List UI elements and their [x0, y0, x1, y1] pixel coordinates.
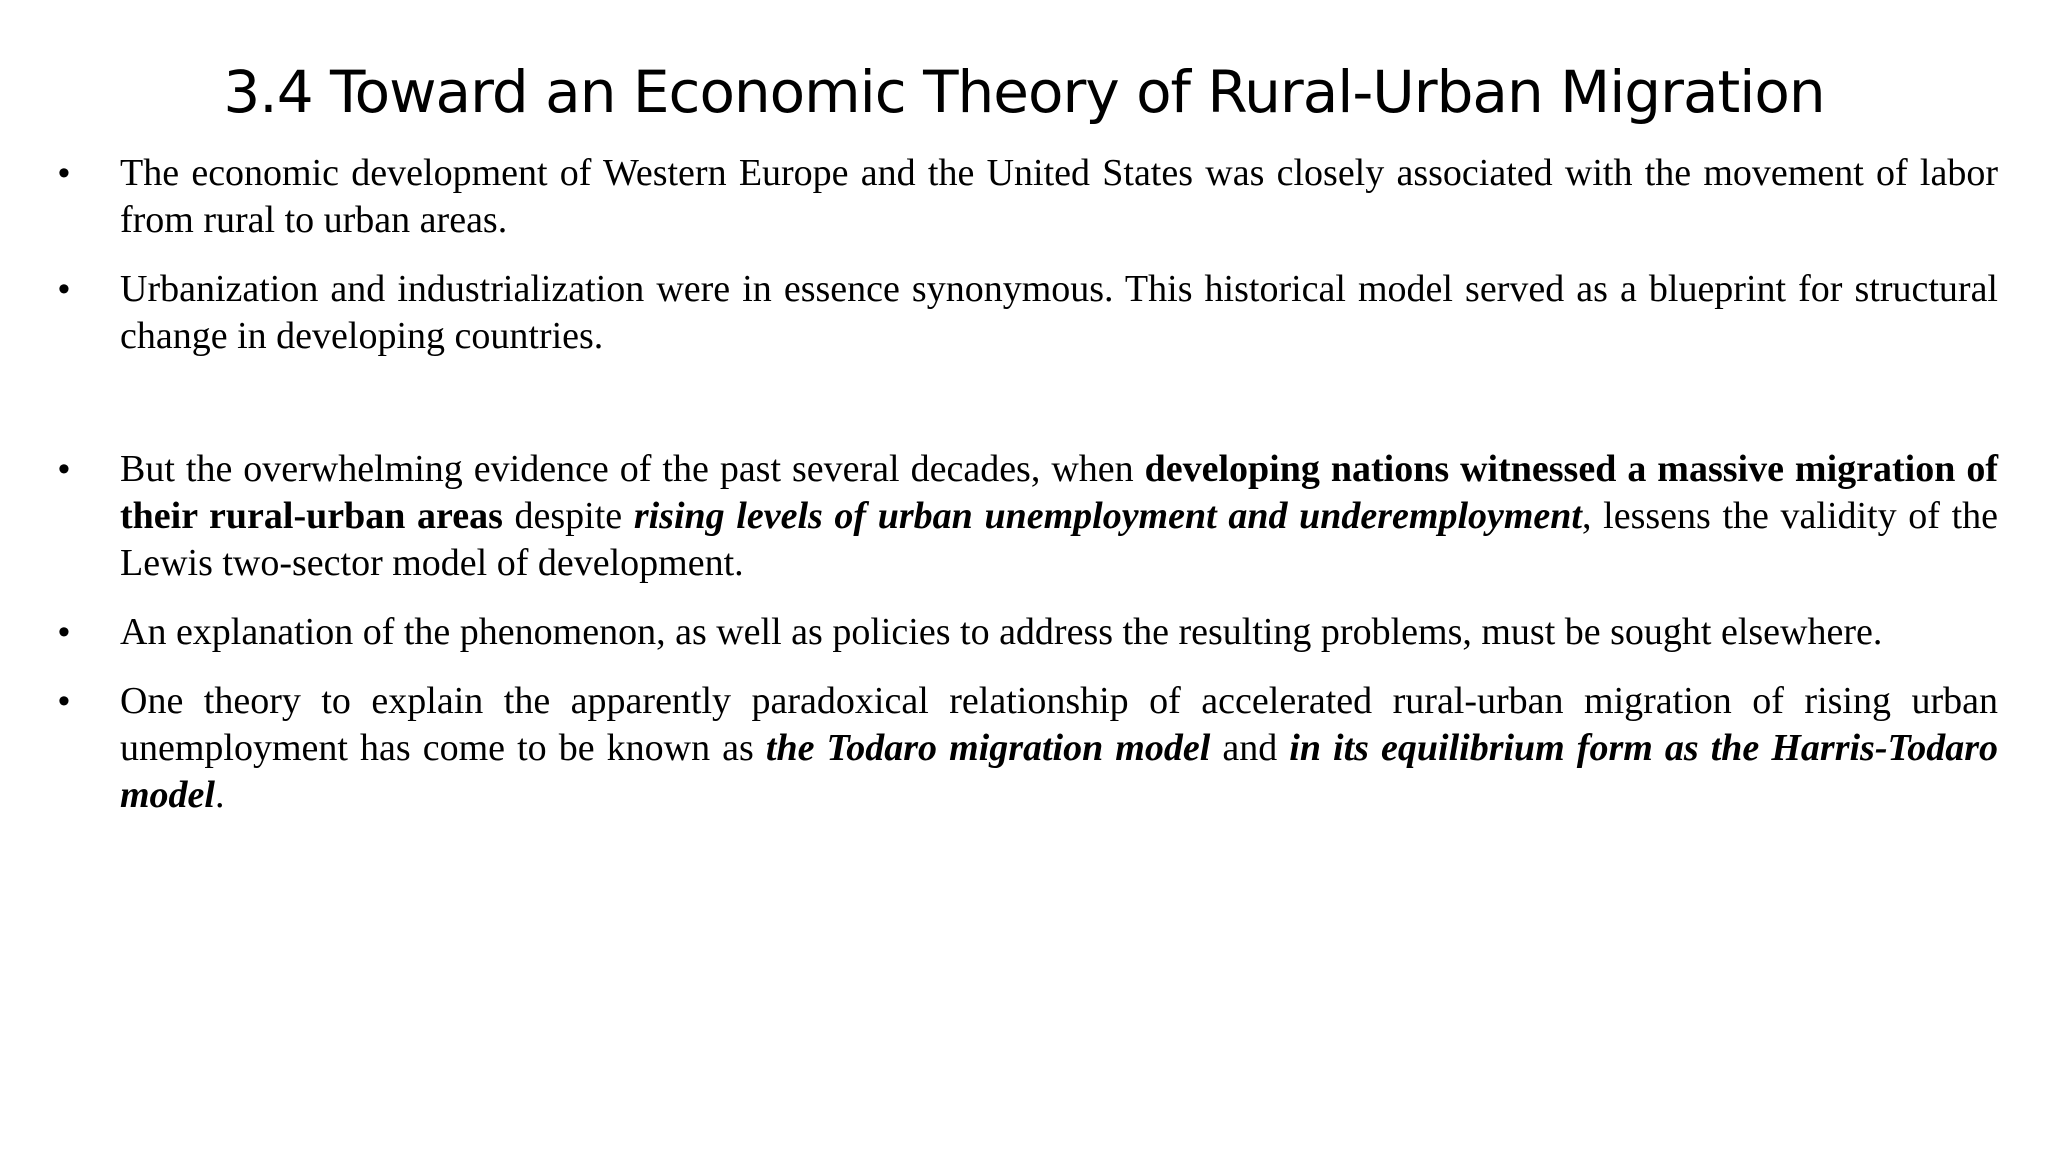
bullet-item — [58, 446, 1998, 587]
bullet-text: An explanation of the phenomenon, as well as policies to address the resulting problems, must be sought elsewhere. — [120, 611, 1883, 653]
bold-italic-emphasis: rising levels of urban unemployment and underemployment — [633, 495, 1582, 537]
bullet-item — [58, 609, 1998, 656]
bullet-dot-icon: • — [58, 270, 70, 308]
bullet-text: despite — [502, 495, 634, 537]
slide-title: 3.4 Toward an Economic Theory of Rural-Urban Migration — [223, 58, 1825, 126]
bullet-text: The economic development of Western Europe and the United States was closely associated with the movement of labor from rural to urban areas. — [120, 152, 1998, 241]
bullet-list — [58, 150, 1998, 819]
bullet-text: and — [1210, 727, 1290, 769]
bullet-dot-icon: • — [58, 450, 70, 488]
bold-italic-emphasis: the Todaro migration model — [765, 727, 1211, 769]
bullet-item — [58, 266, 1998, 360]
bullet-text: , lessens the validity of the Lewis two-sector model of development. — [120, 495, 1998, 584]
bullet-item — [58, 150, 1998, 244]
bullet-text: Urbanization and industrialization were in essence synonymous. This historical model served as a blueprint for structural change in developing countries. — [120, 268, 1998, 357]
bullet-text: One theory to explain the apparently paradoxical relationship of accelerated rural-urban migration of rising urban unemployment has come to be known as — [120, 680, 1998, 769]
bullet-item — [58, 678, 1998, 819]
bullet-dot-icon: • — [58, 682, 70, 720]
bold-italic-emphasis: in its equilibrium form as the Harris-Todaro model — [120, 727, 1998, 816]
bullet-text: But the overwhelming evidence of the past several decades, when — [120, 448, 1145, 490]
bold-emphasis: developing nations witnessed a massive migration of their rural-urban areas — [120, 448, 1998, 537]
bullet-dot-icon: • — [58, 154, 70, 192]
bullet-dot-icon: • — [58, 613, 70, 651]
bullet-text: . — [214, 774, 225, 816]
